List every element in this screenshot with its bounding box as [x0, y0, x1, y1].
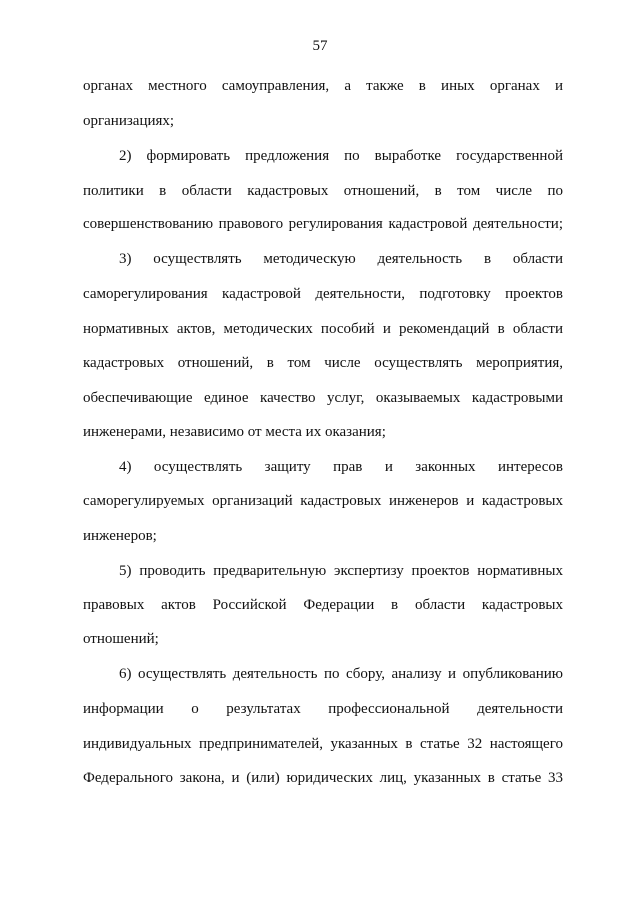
text-line: индивидуальных предпринимателей, указанных в статье 32 настоящего — [83, 736, 563, 752]
text-line: 5) проводить предварительную экспертизу проектов нормативных — [119, 563, 563, 579]
text-line: организациях; — [83, 113, 175, 129]
text-line: правовых актов Российской Федерации в области кадастровых — [83, 597, 563, 613]
text-line: совершенствованию правового регулирования кадастровой деятельности; — [83, 216, 563, 232]
text-line: обеспечивающие единое качество услуг, оказываемых кадастровыми — [83, 390, 563, 406]
text-line: нормативных актов, методических пособий и рекомендаций в области — [83, 321, 563, 337]
text-line: инженерами, независимо от места их оказания; — [83, 424, 386, 440]
text-line: инженеров; — [83, 528, 157, 544]
text-line: саморегулируемых организаций кадастровых инженеров и кадастровых — [83, 493, 563, 509]
text-line: информации о результатах профессиональной деятельности — [83, 701, 563, 717]
text-line: Федерального закона, и (или) юридических лиц, указанных в статье 33 — [83, 770, 563, 786]
text-line: 3) осуществлять методическую деятельность в области — [119, 251, 563, 267]
text-line: 6) осуществлять деятельность по сбору, анализу и опубликованию — [119, 666, 563, 682]
text-line: саморегулирования кадастровой деятельности, подготовку проектов — [83, 286, 563, 302]
text-line: 4) осуществлять защиту прав и законных интересов — [119, 459, 563, 475]
text-line: кадастровых отношений, в том числе осуществлять мероприятия, — [83, 355, 563, 371]
text-line: 2) формировать предложения по выработке государственной — [119, 148, 563, 164]
text-line: политики в области кадастровых отношений, в том числе по — [83, 183, 563, 199]
text-line: отношений; — [83, 631, 159, 647]
page-number: 57 — [312, 38, 328, 54]
text-line: органах местного самоуправления, а также в иных органах и — [83, 78, 563, 94]
